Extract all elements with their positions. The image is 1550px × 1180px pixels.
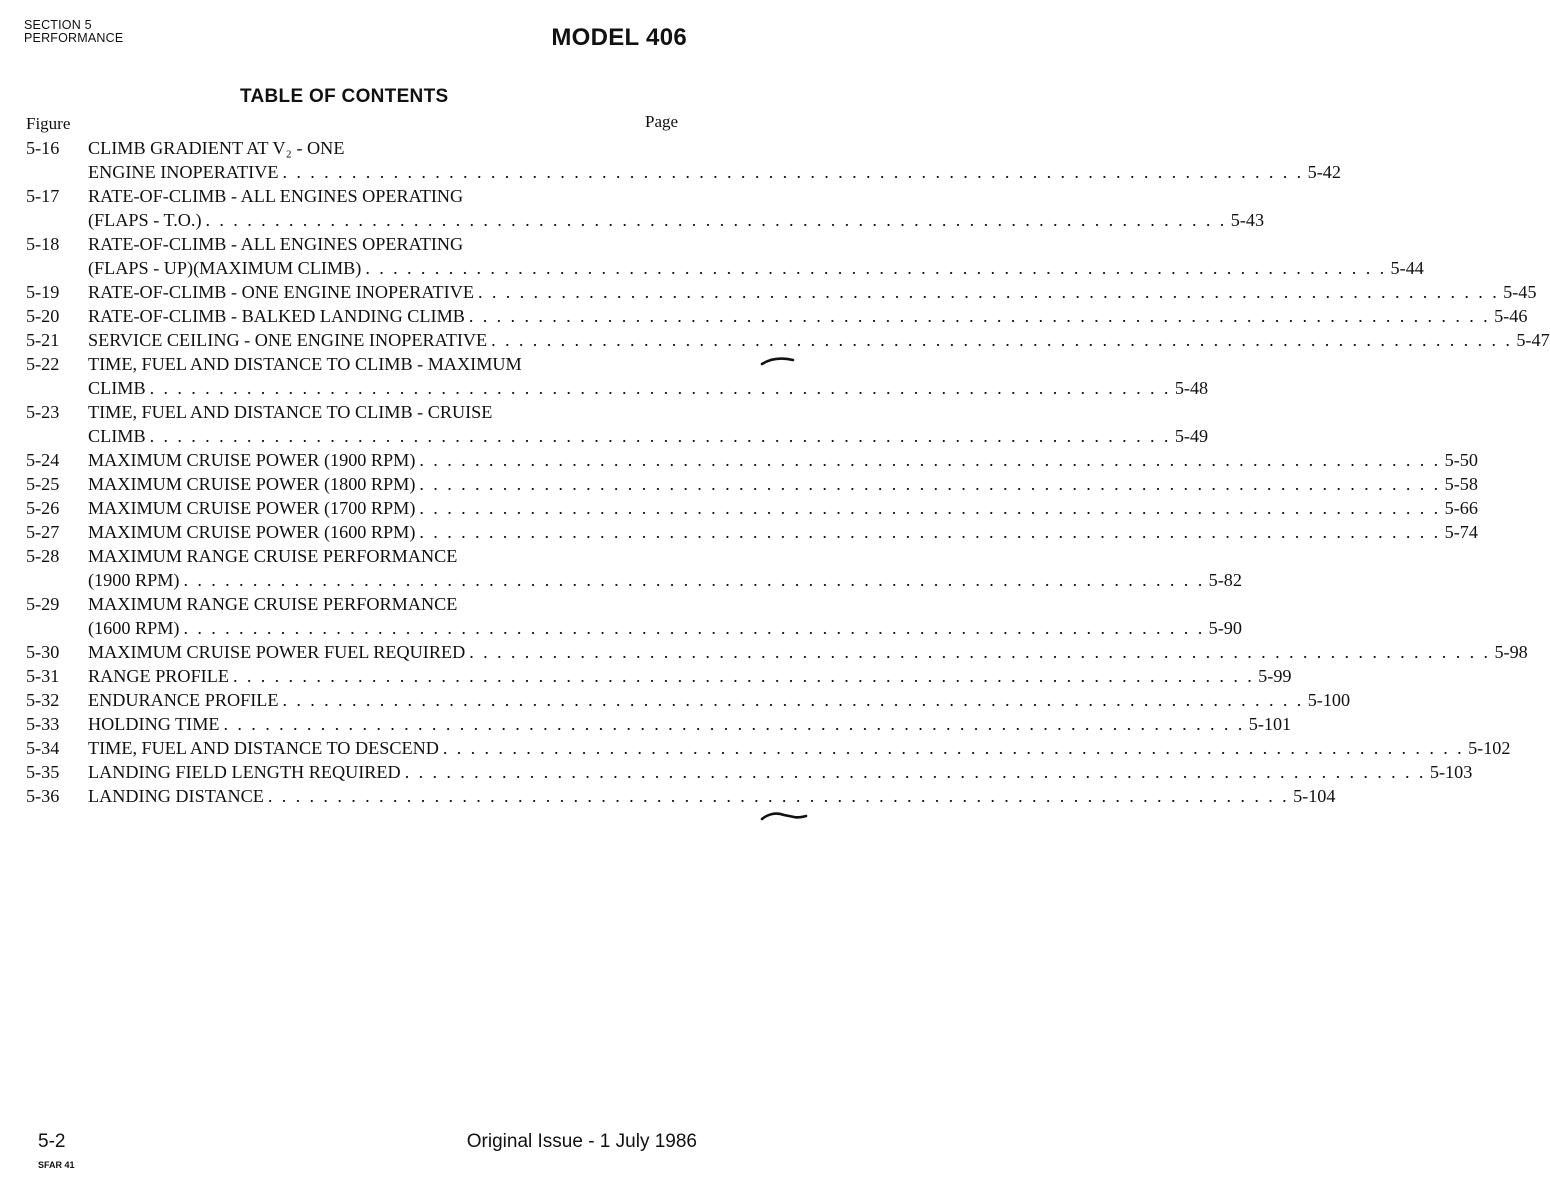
dot-leader: . . . . . . . . . . . . . . . . . . . . . . . . . . . . . . . . . . . . . . . . . . . . . . . . . . . . . . . . . . . . . . . . . . . . . . . . . . [149,426,1171,446]
figure-number: 5-17 [26,186,60,206]
figure-title: CLIMB [88,426,146,446]
figure-title: ENGINE INOPERATIVE [88,162,279,182]
dot-leader: . . . . . . . . . . . . . . . . . . . . . . . . . . . . . . . . . . . . . . . . . . . . . . . . . . . . . . . . . . . . . . . . . . . . . . . . . . [468,306,1491,326]
dot-leader: . . . . . . . . . . . . . . . . . . . . . . . . . . . . . . . . . . . . . . . . . . . . . . . . . . . . . . . . . . . . . . . . . . . . . . . . . . [419,498,1441,518]
figure-title: MAXIMUM CRUISE POWER (1900 RPM) [88,450,416,470]
page-reference: 5-58 [1444,474,1478,494]
model-title: MODEL 406 [551,24,687,51]
page-reference: 5-101 [1248,714,1292,734]
figure-title: CLIMB [88,378,146,398]
dot-leader: . . . . . . . . . . . . . . . . . . . . . . . . . . . . . . . . . . . . . . . . . . . . . . . . . . . . . . . . . . . . . . . . . . . . . . . . . . [419,474,1441,494]
toc-entry [26,760,1473,784]
page-reference: 5-45 [1503,282,1537,302]
figure-title: MAXIMUM CRUISE POWER (1700 RPM) [88,498,416,518]
figure-title: RANGE PROFILE [88,666,229,686]
page-reference: 5-44 [1390,258,1424,278]
figure-number: 5-34 [26,738,60,758]
figure-title: RATE-OF-CLIMB - ALL ENGINES OPERATING [88,234,464,254]
page-reference: 5-42 [1307,162,1341,182]
figure-title: TIME, FUEL AND DISTANCE TO CLIMB - MAXIMUM [88,354,522,374]
figure-number: 5-29 [26,594,60,614]
figure-number: 5-25 [26,474,60,494]
figure-number: 5-35 [26,762,60,782]
figure-title: MAXIMUM CRUISE POWER FUEL REQUIRED [88,642,466,662]
toc-entry [26,640,1528,664]
page-reference: 5-50 [1444,450,1478,470]
page-reference: 5-99 [1258,666,1292,686]
figure-title: (1900 RPM) [88,570,180,590]
figure-number: 5-26 [26,498,60,518]
issue-date: Original Issue - 1 July 1986 [466,1131,697,1152]
figure-title: ENDURANCE PROFILE [88,690,279,710]
figure-title: LANDING DISTANCE [88,786,264,806]
toc-entry [26,592,1242,640]
toc-entry [26,664,1292,688]
figure-title: MAXIMUM CRUISE POWER (1800 RPM) [88,474,416,494]
figure-title: MAXIMUM CRUISE POWER (1600 RPM) [88,522,416,542]
section-name: PERFORMANCE [24,31,124,45]
section-number: SECTION 5 [24,18,92,32]
page-reference: 5-47 [1516,330,1550,350]
figure-number: 5-24 [26,450,60,470]
toc-entry [26,136,1341,184]
figure-number: 5-19 [26,282,60,302]
figure-number: 5-23 [26,402,60,422]
toc-entry [26,232,1424,280]
dot-leader: . . . . . . . . . . . . . . . . . . . . . . . . . . . . . . . . . . . . . . . . . . . . . . . . . . . . . . . . . . . . . . . . . . . . . . . . . . [183,618,1205,638]
toc-entry [26,784,1336,808]
figure-number: 5-20 [26,306,60,326]
toc-entry [26,496,1478,520]
figure-number: 5-30 [26,642,60,662]
figure-title: TIME, FUEL AND DISTANCE TO DESCEND [88,738,439,758]
figure-number: 5-18 [26,234,60,254]
toc-entry [26,304,1528,328]
figure-title: RATE-OF-CLIMB - ONE ENGINE INOPERATIVE [88,282,474,302]
toc-entry [26,448,1478,472]
toc-entry [26,544,1242,592]
page-reference: 5-98 [1494,642,1528,662]
page-reference: 5-48 [1174,378,1209,398]
figure-number: 5-27 [26,522,60,542]
toc-entry [26,520,1478,544]
figure-title: RATE-OF-CLIMB - BALKED LANDING CLIMB [88,306,465,326]
toc-entry [26,280,1537,304]
dot-leader: . . . . . . . . . . . . . . . . . . . . . . . . . . . . . . . . . . . . . . . . . . . . . . . . . . . . . . . . . . . . . . . . . . . . . . . . . . [442,738,1465,758]
figure-number: 5-22 [26,354,60,374]
dot-leader: . . . . . . . . . . . . . . . . . . . . . . . . . . . . . . . . . . . . . . . . . . . . . . . . . . . . . . . . . . . . . . . . . . . . . . . . . . [232,666,1255,686]
figure-number: 5-36 [26,786,60,806]
toc-entry [26,688,1351,712]
page-reference: 5-49 [1174,426,1209,446]
page-reference: 5-100 [1307,690,1351,710]
figure-number: 5-28 [26,546,60,566]
dot-leader: . . . . . . . . . . . . . . . . . . . . . . . . . . . . . . . . . . . . . . . . . . . . . . . . . . . . . . . . . . . . . . . . . . . . . . . . . . [267,786,1290,806]
figure-title: (1600 RPM) [88,618,180,638]
figure-title: TIME, FUEL AND DISTANCE TO CLIMB - CRUISE [88,402,493,422]
page-reference: 5-90 [1208,618,1242,638]
toc-entry [26,712,1292,736]
page-reference: 5-66 [1444,498,1478,518]
page-reference: 5-46 [1494,306,1528,326]
page-reference: 5-103 [1429,762,1473,782]
page-reference: 5-43 [1230,210,1265,230]
toc-list [26,136,1550,808]
toc-entry [26,472,1478,496]
page-reference: 5-104 [1293,786,1336,806]
figure-title: MAXIMUM RANGE CRUISE PERFORMANCE [88,546,458,566]
margin-change-bar-mark [760,352,796,370]
toc-entry [26,736,1511,760]
page-column-header: Page [645,112,679,131]
dot-leader: . . . . . . . . . . . . . . . . . . . . . . . . . . . . . . . . . . . . . . . . . . . . . . . . . . . . . . . . . . . . . . . . . . . . . . . . . . [183,570,1205,590]
figure-title: (FLAPS - T.O.) [88,210,202,230]
figure-number: 5-31 [26,666,60,686]
figure-column-header: Figure [26,114,71,133]
dot-leader: . . . . . . . . . . . . . . . . . . . . . . . . . . . . . . . . . . . . . . . . . . . . . . . . . . . . . . . . . . . . . . . . . . . . . . . . . . [404,762,1426,782]
page-number: 5-2 [38,1131,66,1152]
figure-title: (FLAPS - UP)(MAXIMUM CLIMB) [88,258,362,278]
figure-number: 5-16 [26,138,60,158]
page-reference: 5-74 [1444,522,1478,542]
dot-leader: . . . . . . . . . . . . . . . . . . . . . . . . . . . . . . . . . . . . . . . . . . . . . . . . . . . . . . . . . . . . . . . . . . . . . . . . . . [477,282,1500,302]
dot-leader: . . . . . . . . . . . . . . . . . . . . . . . . . . . . . . . . . . . . . . . . . . . . . . . . . . . . . . . . . . . . . . . . . . . . . . . . . . [365,258,1387,278]
figure-title: LANDING FIELD LENGTH REQUIRED [88,762,401,782]
figure-title: CLIMB GRADIENT AT V₂ - ONE [88,138,345,158]
figure-title: HOLDING TIME [88,714,220,734]
figure-title: MAXIMUM RANGE CRUISE PERFORMANCE [88,594,458,614]
margin-change-bar-mark [760,806,808,824]
dot-leader: . . . . . . . . . . . . . . . . . . . . . . . . . . . . . . . . . . . . . . . . . . . . . . . . . . . . . . . . . . . . . . . . . . . . . . . . . . [491,330,1513,350]
figure-title: RATE-OF-CLIMB - ALL ENGINES OPERATING [88,186,464,206]
sfar-label: SFAR 41 [38,1160,75,1170]
page-reference: 5-82 [1208,570,1242,590]
toc-entry [26,400,1209,448]
dot-leader: . . . . . . . . . . . . . . . . . . . . . . . . . . . . . . . . . . . . . . . . . . . . . . . . . . . . . . . . . . . . . . . . . . . . . . . . . . [205,210,1227,230]
dot-leader: . . . . . . . . . . . . . . . . . . . . . . . . . . . . . . . . . . . . . . . . . . . . . . . . . . . . . . . . . . . . . . . . . . . . . . . . . . [469,642,1491,662]
toc-entry [26,328,1550,352]
dot-leader: . . . . . . . . . . . . . . . . . . . . . . . . . . . . . . . . . . . . . . . . . . . . . . . . . . . . . . . . . . . . . . . . . . . . . . . . . . [419,450,1441,470]
dot-leader: . . . . . . . . . . . . . . . . . . . . . . . . . . . . . . . . . . . . . . . . . . . . . . . . . . . . . . . . . . . . . . . . . . . . . . . . . . [419,522,1441,542]
page-reference: 5-102 [1468,738,1511,758]
toc-entry [26,184,1265,232]
figure-number: 5-32 [26,690,60,710]
dot-leader: . . . . . . . . . . . . . . . . . . . . . . . . . . . . . . . . . . . . . . . . . . . . . . . . . . . . . . . . . . . . . . . . . . . . . . . . . . [223,714,1245,734]
page-title: TABLE OF CONTENTS [240,86,449,107]
dot-leader: . . . . . . . . . . . . . . . . . . . . . . . . . . . . . . . . . . . . . . . . . . . . . . . . . . . . . . . . . . . . . . . . . . . . . . . . . . [149,378,1171,398]
dot-leader: . . . . . . . . . . . . . . . . . . . . . . . . . . . . . . . . . . . . . . . . . . . . . . . . . . . . . . . . . . . . . . . . . . . . . . . . . . [282,690,1304,710]
figure-title: SERVICE CEILING - ONE ENGINE INOPERATIVE [88,330,488,350]
toc-entry [26,352,1209,400]
figure-number: 5-33 [26,714,60,734]
dot-leader: . . . . . . . . . . . . . . . . . . . . . . . . . . . . . . . . . . . . . . . . . . . . . . . . . . . . . . . . . . . . . . . . . . . . . . . . . . [282,162,1304,182]
section-label [24,19,123,45]
figure-number: 5-21 [26,330,60,350]
